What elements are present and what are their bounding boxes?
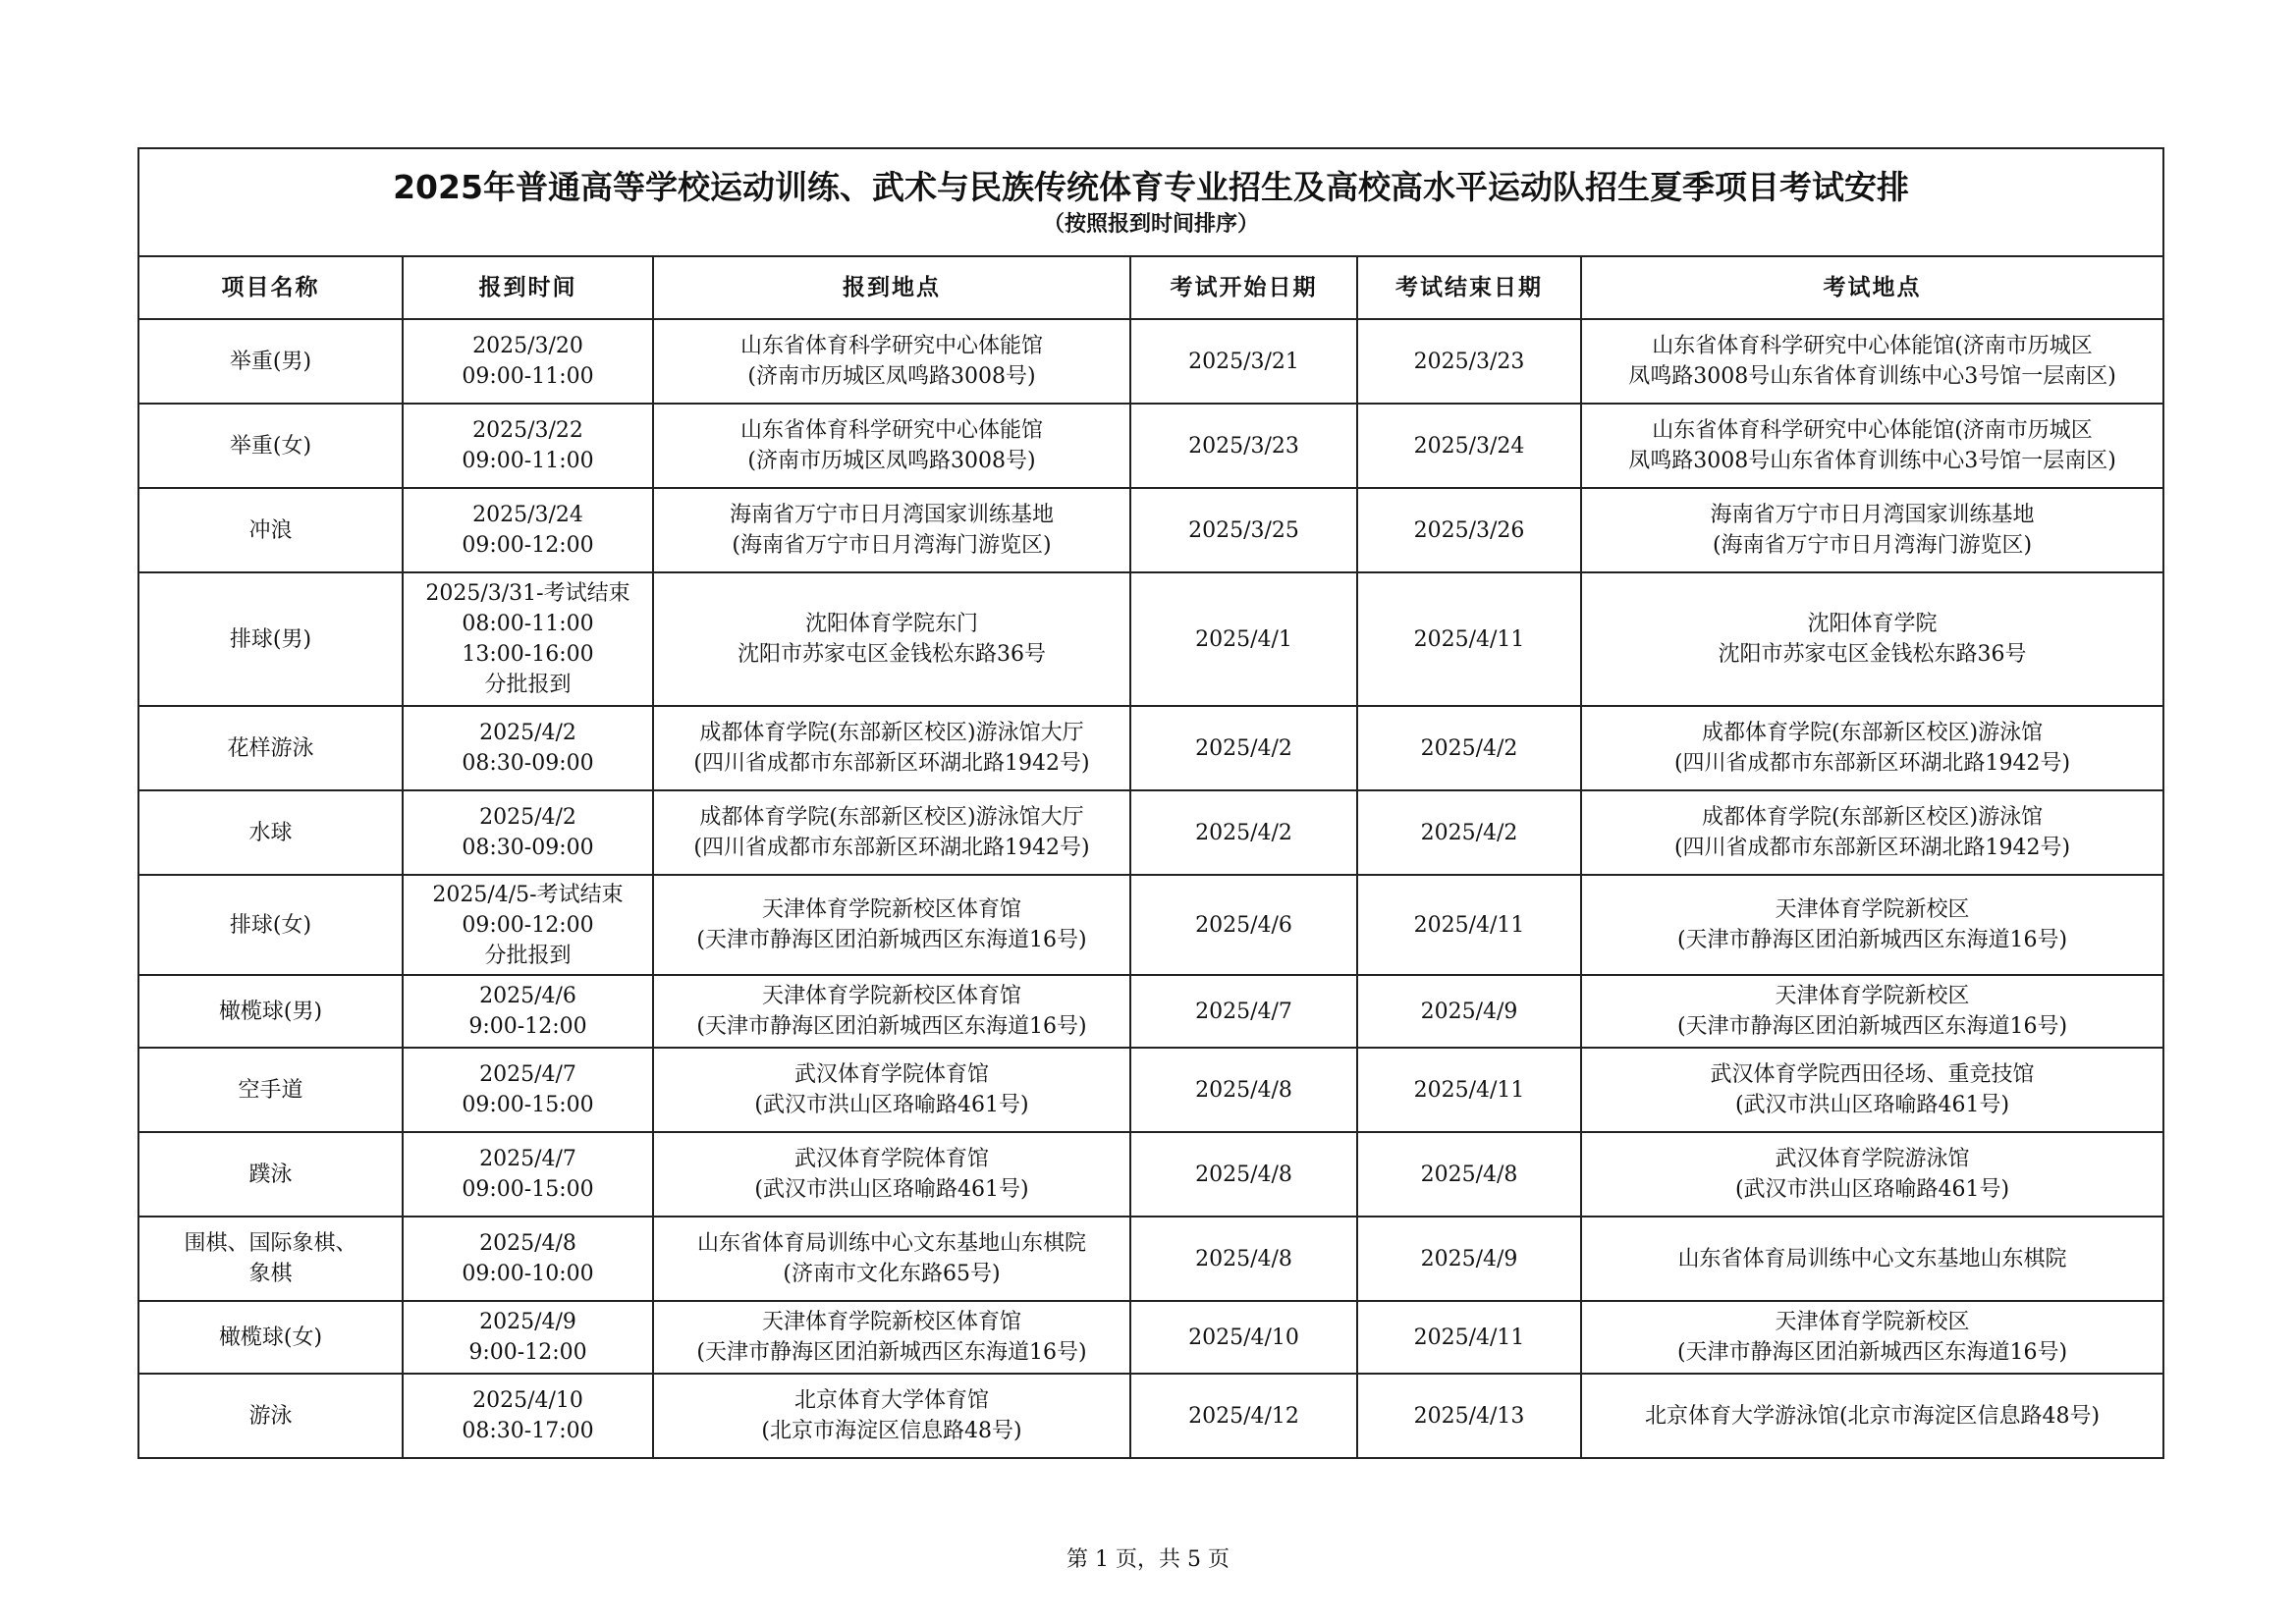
checkin-place-cell [653, 1048, 1130, 1132]
cell-line: (济南市历城区凤鸣路3008号) [747, 449, 1036, 473]
cell-line: 2025/4/2 [479, 805, 576, 830]
cell-line: 天津体育学院新校区体育馆 [761, 984, 1021, 1008]
cell-line: 沈阳体育学院 [1807, 612, 1938, 636]
checkin-place-cell [653, 319, 1130, 404]
cell-line: (天津市静海区团泊新城西区东海道16号) [1676, 928, 2068, 952]
cell-line: (北京市海淀区信息路48号) [761, 1419, 1022, 1443]
exam-start-cell: 2025/4/8 [1130, 1217, 1357, 1301]
cell-line: 天津体育学院新校区 [1775, 897, 1970, 922]
cell-line: 2025/3/20 [472, 334, 583, 358]
cell-line: 北京体育大学体育馆 [793, 1388, 989, 1413]
checkin-time-cell [403, 975, 653, 1048]
cell-line: 举重(女) [229, 433, 312, 459]
cell-line: 08:30-09:00 [462, 751, 594, 776]
project-name-cell [138, 1132, 403, 1217]
cell-line: 武汉体育学院西田径场、重竞技馆 [1710, 1062, 2035, 1087]
header-checkin-place: 报到地点 [653, 256, 1130, 319]
exam-start-cell: 2025/4/12 [1130, 1374, 1357, 1458]
exam-end-cell: 2025/4/11 [1357, 1048, 1581, 1132]
cell-line: 09:00-11:00 [462, 449, 594, 473]
cell-line: 2025/4/9 [479, 1310, 576, 1334]
exam-start-cell: 2025/3/21 [1130, 319, 1357, 404]
cell-line: 成都体育学院(东部新区校区)游泳馆大厅 [699, 805, 1084, 830]
cell-line: 水球 [248, 820, 293, 845]
header-exam-end-date: 考试结束日期 [1357, 256, 1581, 319]
project-name-cell [138, 1301, 403, 1374]
project-name-cell [138, 875, 403, 975]
project-name-cell [138, 1048, 403, 1132]
cell-line: 分批报到 [484, 943, 572, 968]
checkin-time-cell [403, 790, 653, 875]
cell-line: 天津体育学院新校区体育馆 [761, 1310, 1021, 1334]
exam-end-cell: 2025/3/24 [1357, 404, 1581, 488]
cell-line: 山东省体育科学研究中心体能馆(济南市历城区 [1652, 418, 2093, 443]
checkin-time-cell [403, 1217, 653, 1301]
header-exam-start-date: 考试开始日期 [1130, 256, 1357, 319]
table-row [138, 572, 2163, 706]
exam-start-cell: 2025/4/6 [1130, 875, 1357, 975]
cell-line: 凤鸣路3008号山东省体育训练中心3号馆一层南区) [1628, 449, 2116, 473]
table-row [138, 1301, 2163, 1374]
title-cell [138, 148, 2163, 256]
checkin-time-cell [403, 319, 653, 404]
cell-line: 天津体育学院新校区体育馆 [761, 897, 1021, 922]
checkin-time-cell [403, 875, 653, 975]
cell-line: (天津市静海区团泊新城西区东海道16号) [696, 928, 1087, 952]
checkin-time-cell [403, 1132, 653, 1217]
page-footer: 第 1 页，共 5 页 [1066, 1547, 1230, 1572]
cell-line: 2025/4/6 [479, 984, 576, 1008]
cell-line: 成都体育学院(东部新区校区)游泳馆 [1701, 805, 2044, 830]
cell-line: (海南省万宁市日月湾海门游览区) [732, 533, 1052, 558]
cell-line: 围棋、国际象棋、 [184, 1231, 357, 1256]
checkin-time-cell [403, 1048, 653, 1132]
cell-line: 海南省万宁市日月湾国家训练基地 [729, 503, 1054, 527]
exam-venue-cell [1581, 975, 2163, 1048]
checkin-time-cell [403, 572, 653, 706]
cell-line: 天津体育学院新校区 [1775, 1310, 1970, 1334]
cell-line: 冲浪 [248, 517, 293, 543]
cell-line: 山东省体育科学研究中心体能馆 [739, 418, 1043, 443]
exam-venue-cell [1581, 1217, 2163, 1301]
cell-line: 武汉体育学院体育馆 [793, 1147, 989, 1171]
table-row [138, 875, 2163, 975]
exam-venue-cell [1581, 572, 2163, 706]
cell-line: 08:00-11:00 [462, 612, 594, 636]
checkin-place-cell [653, 875, 1130, 975]
page-title: 2025年普通高等学校运动训练、武术与民族传统体育专业招生及高校高水平运动队招生夏季项目考试安排 [393, 168, 1909, 206]
cell-line: (四川省成都市东部新区环湖北路1942号) [1673, 836, 2071, 860]
cell-line: 北京体育大学游泳馆(北京市海淀区信息路48号) [1644, 1403, 2101, 1429]
cell-line: 山东省体育局训练中心文东基地山东棋院 [696, 1231, 1086, 1256]
cell-line: 分批报到 [484, 673, 572, 697]
checkin-place-cell [653, 488, 1130, 572]
exam-end-cell: 2025/3/23 [1357, 319, 1581, 404]
cell-line: 天津体育学院新校区 [1775, 984, 1970, 1008]
checkin-time-cell [403, 404, 653, 488]
table-row [138, 1048, 2163, 1132]
table-row [138, 1374, 2163, 1458]
cell-line: 2025/4/7 [479, 1062, 576, 1087]
project-name-cell [138, 1217, 403, 1301]
checkin-time-cell [403, 488, 653, 572]
cell-line: 9:00-12:00 [468, 1014, 587, 1039]
project-name-cell [138, 790, 403, 875]
cell-line: 2025/3/22 [472, 418, 583, 443]
exam-end-cell: 2025/4/11 [1357, 1301, 1581, 1374]
exam-end-cell: 2025/4/2 [1357, 790, 1581, 875]
cell-line: 蹼泳 [248, 1162, 293, 1187]
cell-line: 凤鸣路3008号山东省体育训练中心3号馆一层南区) [1628, 364, 2116, 389]
cell-line: 山东省体育科学研究中心体能馆 [739, 334, 1043, 358]
cell-line: 山东省体育科学研究中心体能馆(济南市历城区 [1652, 334, 2093, 358]
checkin-place-cell [653, 975, 1130, 1048]
exam-start-cell: 2025/4/7 [1130, 975, 1357, 1048]
cell-line: (天津市静海区团泊新城西区东海道16号) [696, 1340, 1087, 1365]
table-row [138, 488, 2163, 572]
exam-end-cell: 2025/4/9 [1357, 975, 1581, 1048]
exam-start-cell: 2025/4/10 [1130, 1301, 1357, 1374]
cell-line: 花样游泳 [227, 735, 314, 761]
cell-line: 08:30-17:00 [462, 1419, 594, 1443]
exam-venue-cell [1581, 1132, 2163, 1217]
exam-start-cell: 2025/4/2 [1130, 706, 1357, 790]
exam-start-cell: 2025/4/8 [1130, 1048, 1357, 1132]
cell-line: 沈阳体育学院东门 [804, 612, 978, 636]
cell-line: 2025/4/7 [479, 1147, 576, 1171]
cell-line: 沈阳市苏家屯区金钱松东路36号 [1718, 642, 2027, 667]
project-name-cell [138, 404, 403, 488]
checkin-time-cell [403, 706, 653, 790]
checkin-place-cell [653, 1374, 1130, 1458]
cell-line: (武汉市洪山区珞喻路461号) [754, 1093, 1029, 1117]
cell-line: 山东省体育局训练中心文东基地山东棋院 [1677, 1246, 2067, 1271]
cell-line: 武汉体育学院体育馆 [793, 1062, 989, 1087]
exam-venue-cell [1581, 488, 2163, 572]
cell-line: 沈阳市苏家屯区金钱松东路36号 [738, 642, 1046, 667]
checkin-place-cell [653, 1301, 1130, 1374]
cell-line: 2025/4/10 [472, 1388, 583, 1413]
cell-line: 09:00-15:00 [462, 1093, 594, 1117]
checkin-time-cell [403, 1301, 653, 1374]
exam-start-cell: 2025/3/25 [1130, 488, 1357, 572]
cell-line: (济南市文化东路65号) [783, 1262, 1001, 1286]
cell-line: 08:30-09:00 [462, 836, 594, 860]
cell-line: 橄榄球(女) [218, 1325, 323, 1350]
checkin-place-cell [653, 1132, 1130, 1217]
cell-line: (济南市历城区凤鸣路3008号) [747, 364, 1036, 389]
exam-end-cell: 2025/4/11 [1357, 572, 1581, 706]
header-project-name: 项目名称 [138, 256, 403, 319]
project-name-cell [138, 488, 403, 572]
cell-line: 2025/4/2 [479, 721, 576, 745]
header-checkin-time: 报到时间 [403, 256, 653, 319]
cell-line: 象棋 [248, 1262, 293, 1286]
cell-line: 09:00-12:00 [462, 912, 594, 938]
exam-venue-cell [1581, 319, 2163, 404]
table-body [138, 319, 2163, 1458]
cell-line: (四川省成都市东部新区环湖北路1942号) [1673, 751, 2071, 776]
cell-line: 武汉体育学院游泳馆 [1775, 1147, 1970, 1171]
cell-line: 2025/4/8 [479, 1231, 576, 1256]
cell-line: 成都体育学院(东部新区校区)游泳馆 [1701, 721, 2044, 745]
checkin-place-cell [653, 706, 1130, 790]
table-row [138, 319, 2163, 404]
exam-venue-cell [1581, 875, 2163, 975]
project-name-cell [138, 1374, 403, 1458]
exam-start-cell: 2025/3/23 [1130, 404, 1357, 488]
exam-venue-cell [1581, 1301, 2163, 1374]
cell-line: (天津市静海区团泊新城西区东海道16号) [1676, 1340, 2068, 1365]
cell-line: 海南省万宁市日月湾国家训练基地 [1710, 503, 2035, 527]
exam-venue-cell [1581, 706, 2163, 790]
cell-line: (武汉市洪山区珞喻路461号) [1734, 1177, 2010, 1202]
exam-venue-cell [1581, 790, 2163, 875]
cell-line: 2025/3/24 [472, 503, 583, 527]
cell-line: 09:00-11:00 [462, 364, 594, 389]
cell-line: 排球(男) [229, 626, 312, 652]
header-exam-venue: 考试地点 [1581, 256, 2163, 319]
checkin-place-cell [653, 572, 1130, 706]
table-row [138, 404, 2163, 488]
table-row [138, 790, 2163, 875]
exam-end-cell: 2025/4/9 [1357, 1217, 1581, 1301]
cell-line: 2025/4/5-考试结束 [432, 882, 624, 907]
cell-line: (天津市静海区团泊新城西区东海道16号) [696, 1014, 1087, 1039]
cell-line: 09:00-12:00 [462, 533, 594, 558]
cell-line: 09:00-15:00 [462, 1177, 594, 1202]
checkin-time-cell [403, 1374, 653, 1458]
cell-line: 橄榄球(男) [218, 999, 323, 1024]
cell-line: 举重(男) [229, 349, 312, 374]
cell-line: 9:00-12:00 [468, 1340, 587, 1365]
project-name-cell [138, 706, 403, 790]
exam-venue-cell [1581, 1374, 2163, 1458]
project-name-cell [138, 319, 403, 404]
cell-line: (海南省万宁市日月湾海门游览区) [1712, 533, 2033, 558]
checkin-place-cell [653, 404, 1130, 488]
cell-line: 空手道 [238, 1077, 303, 1103]
cell-line: (四川省成都市东部新区环湖北路1942号) [693, 836, 1090, 860]
cell-line: 2025/3/31-考试结束 [425, 581, 630, 606]
table-row [138, 706, 2163, 790]
exam-end-cell: 2025/4/8 [1357, 1132, 1581, 1217]
table-row [138, 975, 2163, 1048]
cell-line: (武汉市洪山区珞喻路461号) [754, 1177, 1029, 1202]
cell-line: 成都体育学院(东部新区校区)游泳馆大厅 [699, 721, 1084, 745]
cell-line: 排球(女) [229, 912, 312, 938]
exam-venue-cell [1581, 404, 2163, 488]
exam-end-cell: 2025/4/13 [1357, 1374, 1581, 1458]
cell-line: (四川省成都市东部新区环湖北路1942号) [693, 751, 1090, 776]
checkin-place-cell [653, 1217, 1130, 1301]
table-row [138, 1132, 2163, 1217]
exam-venue-cell [1581, 1048, 2163, 1132]
checkin-place-cell [653, 790, 1130, 875]
exam-start-cell: 2025/4/8 [1130, 1132, 1357, 1217]
exam-start-cell: 2025/4/1 [1130, 572, 1357, 706]
table-row [138, 1217, 2163, 1301]
project-name-cell [138, 572, 403, 706]
cell-line: 游泳 [248, 1403, 293, 1429]
cell-line: (天津市静海区团泊新城西区东海道16号) [1676, 1014, 2068, 1039]
exam-end-cell: 2025/3/26 [1357, 488, 1581, 572]
exam-schedule-table [137, 147, 2164, 1459]
cell-line: 13:00-16:00 [462, 642, 594, 667]
project-name-cell [138, 975, 403, 1048]
exam-start-cell: 2025/4/2 [1130, 790, 1357, 875]
cell-line: 09:00-10:00 [462, 1262, 594, 1286]
cell-line: (武汉市洪山区珞喻路461号) [1734, 1093, 2010, 1117]
exam-end-cell: 2025/4/2 [1357, 706, 1581, 790]
exam-end-cell: 2025/4/11 [1357, 875, 1581, 975]
page-subtitle: （按照报到时间排序） [1043, 212, 1260, 237]
